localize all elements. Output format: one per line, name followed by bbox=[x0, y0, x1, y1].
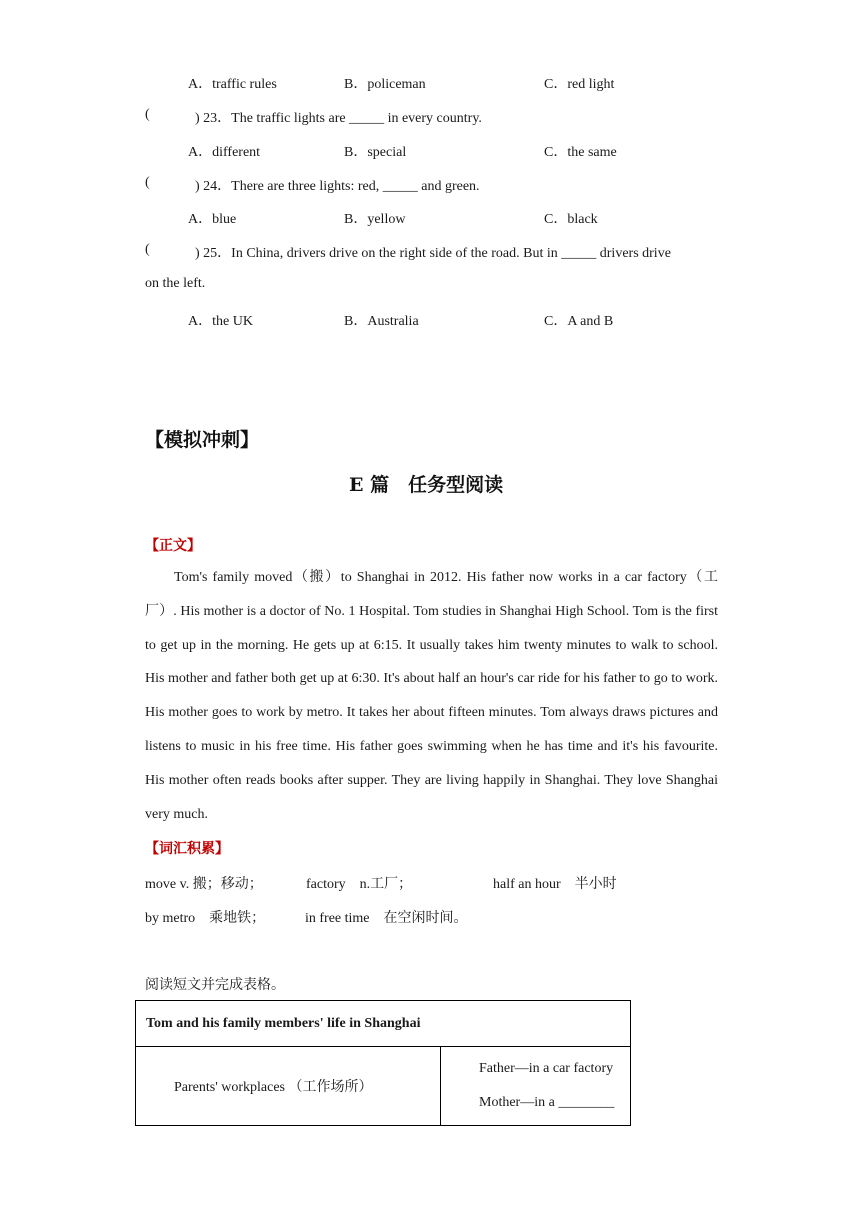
task-table bbox=[135, 1000, 631, 1126]
q24-option-a: A．blue bbox=[188, 212, 237, 227]
q24-stem: ) 24．There are three lights: red, _____ and green. bbox=[195, 179, 480, 194]
q23-option-c: C．the same bbox=[544, 145, 617, 160]
q25-option-c: C．A and B bbox=[544, 314, 614, 329]
q22-option-c: C．red light bbox=[544, 77, 615, 92]
table-row-values bbox=[441, 1047, 631, 1126]
vocab-item: move v. 搬；移动； bbox=[145, 877, 263, 892]
q25-bracket: ( bbox=[145, 242, 150, 257]
passage-body bbox=[145, 561, 718, 831]
father-workplace: Father—in a car factory bbox=[479, 1061, 614, 1076]
vocab-tag: 【词汇积累】 bbox=[145, 841, 229, 857]
q24-option-c: C．black bbox=[544, 212, 598, 227]
vocab-item: in free time 在空闲时间。 bbox=[305, 911, 468, 926]
q25-stem-continued: on the left. bbox=[145, 276, 206, 291]
q23-option-a: A．different bbox=[188, 145, 261, 160]
q22-option-b: B．policeman bbox=[344, 77, 426, 92]
passage-title: E 篇 任务型阅读 bbox=[349, 474, 504, 496]
q23-bracket: ( bbox=[145, 107, 150, 122]
task-instruction: 阅读短文并完成表格。 bbox=[145, 978, 285, 993]
q25-option-a: A．the UK bbox=[188, 314, 253, 329]
q25-stem: ) 25．In China, drivers drive on the right side of the road. But in _____ drivers drive bbox=[195, 246, 671, 261]
vocab-item: half an hour 半小时 bbox=[493, 877, 617, 892]
table-row-label: Parents' workplaces （工作场所） bbox=[136, 1047, 441, 1126]
vocab-item: factory n.工厂； bbox=[306, 877, 413, 892]
mother-workplace-blank[interactable]: Mother—in a ________ bbox=[479, 1095, 615, 1110]
passage-tag: 【正文】 bbox=[145, 538, 201, 554]
table-row bbox=[136, 1047, 631, 1126]
q24-bracket: ( bbox=[145, 175, 150, 190]
q23-option-b: B．special bbox=[344, 145, 407, 160]
passage-text: Tom's family moved（搬）to Shanghai in 2012. His father now works in a car factory（工厂）. His mother is a doctor of No. 1 Hospital. Tom studies in Shanghai High School. Tom is the first to get up in the morning. He gets up at 6:15. It usually takes him twenty minutes to walk to school. His mother and father both get up at 6:30. It's about half an hour's car ride for his father to go to work. His mother goes to work by metro. It takes her about fifteen minutes. Tom always draws pictures and listens to music in his free time. His father goes swimming when he has time and it's his favourite. His mother often reads books after supper. They are living happily in Shanghai. They love Shanghai very much. bbox=[145, 570, 718, 822]
q25-option-b: B．Australia bbox=[344, 314, 419, 329]
section-heading: 【模拟冲刺】 bbox=[145, 429, 260, 451]
q24-option-b: B．yellow bbox=[344, 212, 406, 227]
table-header-row bbox=[136, 1001, 631, 1047]
q23-stem: ) 23．The traffic lights are _____ in every country. bbox=[195, 111, 482, 126]
q22-option-a: A．traffic rules bbox=[188, 77, 277, 92]
vocab-item: by metro 乘地铁； bbox=[145, 911, 266, 926]
table-header: Tom and his family members' life in Shanghai bbox=[136, 1001, 631, 1047]
